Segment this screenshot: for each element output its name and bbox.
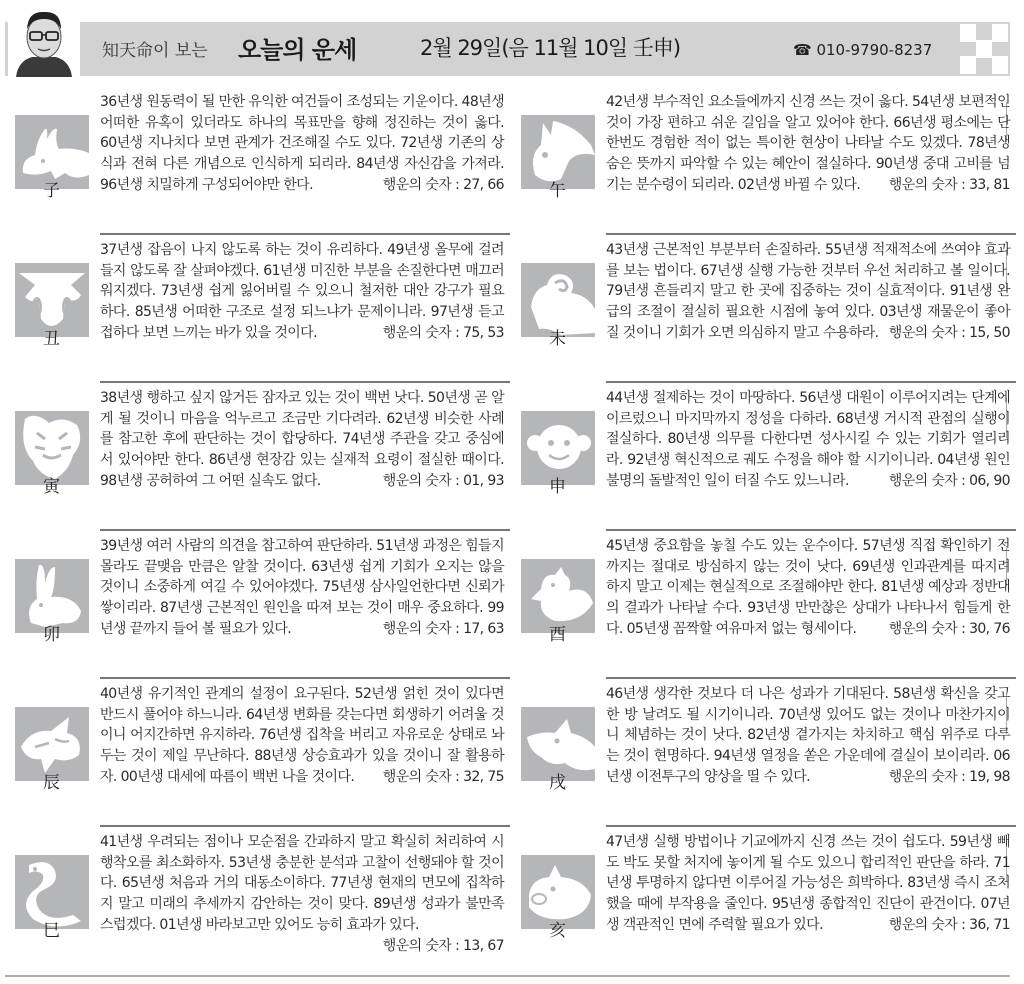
bottom-rule bbox=[5, 975, 1010, 977]
separator bbox=[100, 825, 510, 827]
separator bbox=[606, 677, 1016, 679]
lucky-numbers: 행운의 숫자 : 30, 76 bbox=[888, 620, 1010, 637]
zodiac-branch-label: 辰 bbox=[43, 773, 60, 793]
fortune-cell-monkey bbox=[506, 384, 1016, 532]
fortune-text: 43년생 근본적인 부분부터 손질하라. 55년생 적재적소에 쓰여야 효과를 보는 법이다. 67년생 실행 가능한 것부터 우선 처리하고 볼 일이다. 79년생 흔들리지 말고 한 곳에 집중하는 것이 실효적이다. 91년생 완급의 조절이 절실히 필요한 시점에 놓여 있다. 03년생 재물운이 좋아질 것이니 기회가 오면 의심하지 말고 수용하라. 행운의 숫자 : 15, 50 bbox=[606, 240, 1010, 344]
fortune-text: 38년생 행하고 싶지 않거든 잠자코 있는 것이 백번 낫다. 50년생 곧 알게 될 것이니 마음을 억누르고 조금만 기다려라. 62년생 비슷한 사례를 참고한 후에 판단하는 것이 합당하다. 74년생 주관을 갖고 중심에 서 있어야만 한다. 86년생 현장감 있는 실재적 요령이 절실한 때이다. 98년생 공허하여 그 어떤 실속도 없다. 행운의 숫자 : 01, 93 bbox=[100, 388, 504, 492]
fortune-cell-horse bbox=[506, 88, 1016, 236]
phone-number bbox=[793, 41, 932, 59]
fortune-cell-snake bbox=[0, 828, 510, 976]
title-prefix: 知天命이 보는 bbox=[102, 41, 208, 61]
separator bbox=[100, 381, 510, 383]
zodiac-branch-label: 申 bbox=[549, 477, 566, 497]
fortune-text: 45년생 중요함을 놓칠 수도 있는 운수이다. 57년생 직접 확인하기 전까지는 절대로 방심하지 않는 것이 낫다. 69년생 인과관계를 따지려 하지 말고 이제는 현실적으로 조절해야만 한다. 81년생 예상과 정반대의 결과가 나타날 수다. 93년생 만만찮은 상대가 나타나서 힘들게 한다. 05년생 꼼짝할 여유마저 없는 형세이다. 행운의 숫자 : 30, 76 bbox=[606, 536, 1010, 640]
zodiac-branch-label: 未 bbox=[549, 329, 566, 349]
separator bbox=[606, 233, 1016, 235]
page-title: 오늘의 운세 bbox=[238, 36, 357, 64]
lucky-numbers: 행운의 숫자 : 01, 93 bbox=[382, 472, 504, 489]
lucky-numbers: 행운의 숫자 : 75, 53 bbox=[382, 324, 504, 341]
lucky-numbers: 행운의 숫자 : 13, 67 bbox=[382, 937, 504, 954]
fortune-cell-pig bbox=[506, 828, 1016, 976]
phone-icon: ☎ bbox=[793, 41, 812, 59]
fortune-text: 41년생 우려되는 점이나 모순점을 간과하지 말고 확실히 처리하여 시행착오를 최소화하자. 53년생 충분한 분석과 고찰이 선행돼야 할 것이다. 65년생 처음과 거의 대동소이하다. 77년생 현재의 면모에 집착하지 말고 미래의 추세까지 감안하는 것이 맞다. 89년생 성과가 불만족스럽겠다. 01년생 바라보고만 있어도 능히 효과가 있다. 행운의 숫자 : 13, 67 bbox=[100, 832, 504, 956]
separator bbox=[606, 529, 1016, 531]
zodiac-branch-label: 卯 bbox=[43, 625, 60, 645]
lucky-numbers: 행운의 숫자 : 27, 66 bbox=[382, 176, 504, 193]
separator bbox=[100, 677, 510, 679]
separator bbox=[100, 529, 510, 531]
fortune-text: 36년생 원동력이 될 만한 유익한 여건들이 조성되는 기운이다. 48년생 어떠한 유혹이 있더라도 하나의 목표만을 향해 정진하는 것이 옳다. 60년생 지나치다 보면 관계가 건조해질 수도 있다. 72년생 기존의 상식과 전혀 다른 개념으로 인식하게 되리라. 84년생 자신감을 가져라. 96년생 치밀하게 구성되어야만 한다. 행운의 숫자 : 27, 66 bbox=[100, 92, 504, 196]
lucky-numbers: 행운의 숫자 : 36, 71 bbox=[888, 916, 1010, 933]
fortune-cell-sheep bbox=[506, 236, 1016, 384]
fortune-cell-rabbit bbox=[0, 532, 510, 680]
zodiac-branch-label: 酉 bbox=[549, 625, 566, 645]
zodiac-branch-label: 戌 bbox=[549, 773, 566, 793]
fortune-cell-dragon bbox=[0, 680, 510, 828]
lucky-numbers: 행운의 숫자 : 06, 90 bbox=[888, 472, 1010, 489]
lucky-numbers: 행운의 숫자 : 19, 98 bbox=[888, 768, 1010, 785]
zodiac-branch-label: 丑 bbox=[43, 329, 60, 349]
fortune-cell-dog bbox=[506, 680, 1016, 828]
checker-decoration bbox=[960, 22, 1010, 76]
fortune-cell-rat bbox=[0, 88, 510, 236]
separator bbox=[100, 233, 510, 235]
lucky-numbers: 행운의 숫자 : 32, 75 bbox=[382, 768, 504, 785]
fortune-text: 47년생 실행 방법이나 기교에까지 신경 쓰는 것이 쉽도다. 59년생 빼도 박도 못할 처지에 놓이게 될 수도 있으니 합리적인 판단을 하라. 71년생 투명하지 않다면 이루어질 가능성은 희박하다. 83년생 즉시 조처했을 때에 부작용을 줄인다. 95년생 종합적인 진단이 관건이다. 07년생 객관적인 면에 주력할 필요가 있다. 행운의 숫자 : 36, 71 bbox=[606, 832, 1010, 936]
lucky-numbers: 행운의 숫자 : 33, 81 bbox=[888, 176, 1010, 193]
fortune-text: 40년생 유기적인 관계의 설정이 요구된다. 52년생 얽힌 것이 있다면 반드시 풀어야 하느니라. 64년생 변화를 갖는다면 회생하기 어려울 것이니 어지간하면 유지하라. 76년생 집착을 버리고 자유로운 상태로 놔두는 것이 제일 무난하다. 88년생 상승효과가 있을 것이니 잘 활용하자. 00년생 대세에 따름이 백번 나을 것이다. 행운의 숫자 : 32, 75 bbox=[100, 684, 504, 788]
zodiac-branch-label: 子 bbox=[43, 181, 60, 201]
date-label: 2월 29일(음 11월 10일 壬申) bbox=[420, 36, 681, 60]
zodiac-branch-label: 巳 bbox=[43, 921, 60, 941]
fortune-cell-rooster bbox=[506, 532, 1016, 680]
zodiac-branch-label: 寅 bbox=[43, 477, 60, 497]
fortune-text: 39년생 여러 사람의 의견을 참고하여 판단하라. 51년생 과정은 힘들지 몰라도 끝맺음 만큼은 알찰 것이다. 63년생 쉽게 기회가 오지는 않을 것이니 소중하게 여길 수 있어야겠다. 75년생 삼사일언한다면 신뢰가 쌓이리라. 87년생 근본적인 원인을 따져 보는 것이 매우 중요하다. 99년생 끝까지 들어 볼 필요가 있다. 행운의 숫자 : 17, 63 bbox=[100, 536, 504, 640]
lucky-numbers: 행운의 숫자 : 15, 50 bbox=[888, 324, 1010, 341]
zodiac-branch-label: 午 bbox=[549, 181, 566, 201]
fortune-cell-tiger bbox=[0, 384, 510, 532]
lucky-numbers: 행운의 숫자 : 17, 63 bbox=[382, 620, 504, 637]
separator bbox=[606, 381, 1016, 383]
fortune-text: 37년생 잡음이 나지 않도록 하는 것이 유리하다. 49년생 올무에 걸려들지 않도록 잘 살펴야겠다. 61년생 미진한 부분을 손질한다면 매끄러워지겠다. 73년생 쉽게 잃어버릴 수 있으니 철저한 대안 강구가 필요하다. 85년생 어떠한 구조로 설정 되느냐가 문제이니라. 97년생 듣고 접하다 보면 느끼는 바가 있을 것이다. 행운의 숫자 : 75, 53 bbox=[100, 240, 504, 344]
fortune-text: 42년생 부수적인 요소들에까지 신경 쓰는 것이 옳다. 54년생 보편적인 것이 가장 편하고 쉬운 길임을 알고 있어야 한다. 66년생 평소에는 단 한번도 경험한 적이 없는 특이한 현상이 나타날 수도 있겠다. 78년생 숨은 뜻까지 파악할 수 있는 혜안이 절실하다. 90년생 중대 고비를 넘기는 분수령이 되리라. 02년생 바뀔 수 있다. 행운의 숫자 : 33, 81 bbox=[606, 92, 1010, 196]
fortune-text: 44년생 절제하는 것이 마땅하다. 56년생 대원이 이루어지려는 단계에 이르렀으니 마지막까지 정성을 다하라. 68년생 거시적 관점의 실행이 절실하다. 80년생 의무를 다한다면 성사시킬 수 있는 기회가 열리리라. 92년생 혁신적으로 궤도 수정을 해야 할 시기이니라. 04년생 원인 불명의 돌발적인 일이 터질 수도 있느니라. 행운의 숫자 : 06, 90 bbox=[606, 388, 1010, 492]
columnist-portrait bbox=[8, 5, 80, 77]
zodiac-branch-label: 亥 bbox=[549, 921, 566, 941]
phone-value: 010-9790-8237 bbox=[816, 41, 933, 59]
fortune-cell-ox bbox=[0, 236, 510, 384]
fortune-text: 46년생 생각한 것보다 더 나은 성과가 기대된다. 58년생 확신을 갖고 한 방 날려도 될 시기이니라. 70년생 있어도 없는 것이나 마찬가지이니 체념하는 것이 낫다. 82년생 곁가지는 차치하고 핵심 위주로 다루는 것이 현명하다. 94년생 열정을 쏟은 가운데에 결실이 보이리라. 06년생 이전투구의 양상을 띨 수 있다. 행운의 숫자 : 19, 98 bbox=[606, 684, 1010, 788]
separator bbox=[606, 825, 1016, 827]
